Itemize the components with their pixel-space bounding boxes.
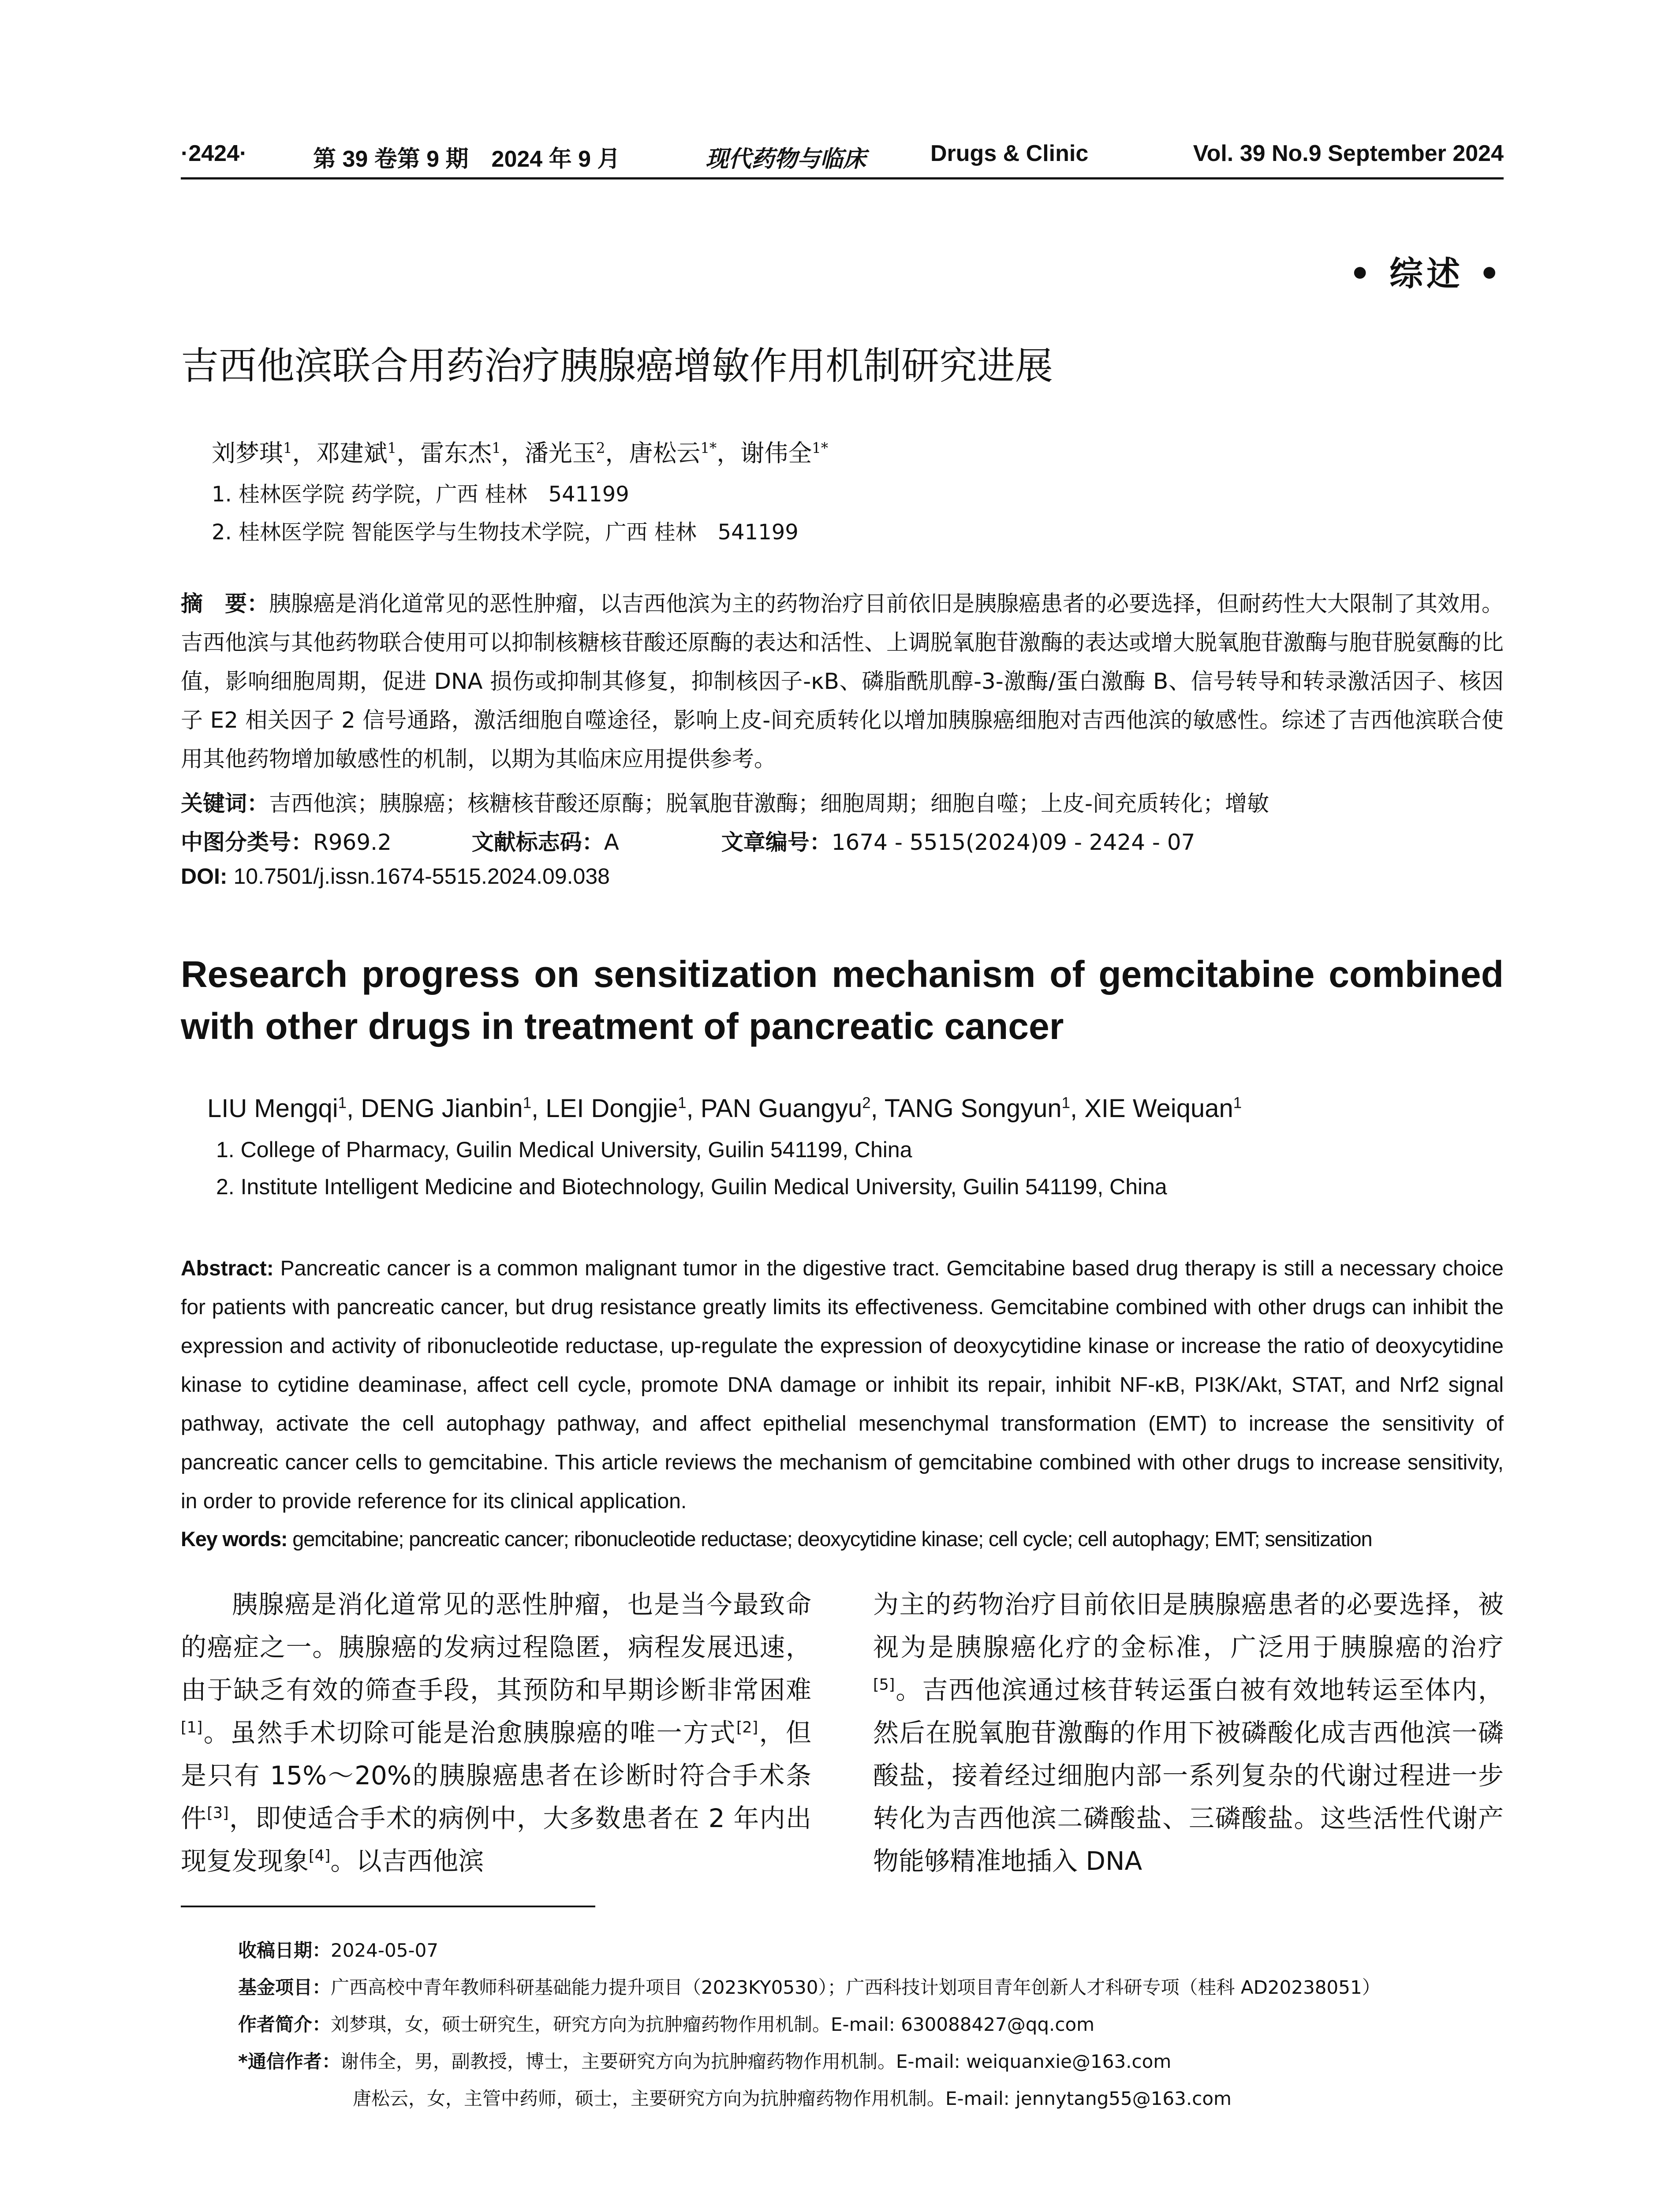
footnote-label: *通信作者：	[238, 2051, 340, 2072]
classification-line	[181, 825, 1195, 856]
footnote-line	[238, 2010, 1094, 2037]
author-en-affiliation-mark: 1	[678, 1094, 687, 1112]
body-text: 。吉西他滨通过核苷转运蛋白被有效地转运至体内，然后在脱氧胞苷激酶的作用下被磷酸化成吉西他滨一磷酸盐，接着经过细胞内部一系列复杂的代谢过程进一步转化为吉西他滨二磷酸盐、三磷酸盐。这些活性代谢产物能够精准地插入 DNA	[873, 1675, 1504, 1876]
article-number-label: 文章编号：	[721, 830, 832, 855]
author-list-cn: 刘梦琪$^1$，邓建斌$^1$，雷东杰$^1$，潘光玉$^2$，唐松云$^{1*}$，谢伟全$^{1*}$	[212, 439, 829, 467]
author-list-en: LIU Mengqi$^1$, DENG Jianbin$^1$, LEI Dongjie$^1$, PAN Guangyu$^2$, TANG Songyun$^1$, XIE Weiquan$^1$	[207, 1094, 1242, 1123]
doi-line	[181, 863, 610, 889]
author-cn-affiliation-mark: 2	[596, 440, 605, 456]
author-en-affiliation-mark: 1	[1061, 1094, 1071, 1112]
footnote-text: 2024-05-07	[331, 1940, 439, 1961]
doi-label: DOI:	[181, 864, 228, 889]
footnote-label: 作者简介：	[238, 2014, 331, 2035]
keywords-cn-label: 关键词：	[181, 791, 269, 816]
author-cn-name: 雷东杰	[420, 439, 492, 467]
author-cn-affiliation-mark: 1	[283, 440, 292, 456]
author-en-name: PAN Guangyu	[700, 1094, 862, 1123]
issue-info-en: Vol. 39 No.9 September 2024	[1193, 141, 1504, 166]
issue-info-cn: 第 39 卷第 9 期 2024 年 9 月	[313, 146, 620, 172]
footnote-text: 刘梦琪，女，硕士研究生，研究方向为抗肿瘤药物作用机制。E-mail: 630088427@qq.com	[331, 2014, 1095, 2035]
body-text: ，即使适合手术的病例中，大多数患者在 2 年内出现复发现象	[181, 1803, 811, 1876]
keywords-cn	[181, 786, 1269, 818]
body-text: 。以吉西他滨	[330, 1846, 484, 1876]
author-en-affiliation-mark: 2	[862, 1094, 871, 1112]
citation-ref[interactable]: [4]	[309, 1847, 331, 1865]
affiliation-en-2: 2. Institute Intelligent Medicine and Biotechnology, Guilin Medical University, Guilin 541199, China	[216, 1174, 1167, 1199]
abstract-en	[181, 1249, 1504, 1521]
author-cn-name: 刘梦琪	[212, 439, 283, 467]
clc-label: 中图分类号：	[181, 830, 313, 855]
footnote-text: 谢伟全，男，副教授，博士，主要研究方向为抗肿瘤药物作用机制。E-mail: weiquanxie@163.com	[340, 2051, 1172, 2072]
author-cn-affiliation-mark: 1	[492, 440, 501, 456]
author-en-name: LIU Mengqi	[207, 1094, 338, 1123]
footnote-label: 收稿日期：	[238, 1940, 331, 1961]
citation-ref[interactable]: [1]	[181, 1719, 203, 1737]
running-header	[181, 140, 1504, 176]
citation-ref[interactable]: [2]	[736, 1719, 758, 1737]
journal-name-cn: 现代药物与临床	[706, 146, 866, 172]
author-cn-name: 谢伟全	[740, 439, 812, 467]
affiliation-en-1: 1. College of Pharmacy, Guilin Medical University, Guilin 541199, China	[216, 1137, 912, 1162]
abstract-cn-text: 胰腺癌是消化道常见的恶性肿瘤，以吉西他滨为主的药物治疗目前依旧是胰腺癌患者的必要选择，但耐药性大大限制了其效用。吉西他滨与其他药物联合使用可以抑制核糖核苷酸还原酶的表达和活性、上调脱氧胞苷激酶的表达或增大脱氧胞苷激酶与胞苷脱氨酶的比值，影响细胞周期，促进 DNA 损伤或抑制其修复，抑制核因子-κB、磷脂酰肌醇-3-激酶/蛋白激酶 B、信号转导和转录激活因子、核因子 E2 相关因子 2 信号通路，激活细胞自噬途径，影响上皮-间充质转化以增加胰腺癌细胞对吉西他滨的敏感性。综述了吉西他滨联合使用其他药物增加敏感性的机制，以期为其临床应用提供参考。	[181, 591, 1504, 772]
affiliation-cn-2: 2. 桂林医学院 智能医学与生物技术学院，广西 桂林 541199	[212, 520, 799, 545]
header-rule	[181, 177, 1504, 179]
keywords-en	[181, 1527, 1372, 1551]
author-en-name: TANG Songyun	[884, 1094, 1062, 1123]
author-cn-name: 唐松云	[629, 439, 701, 467]
doc-code-label: 文献标志码：	[471, 830, 604, 855]
author-en-affiliation-mark: 1	[523, 1094, 532, 1112]
footnote-text: 唐松云，女，主管中药师，硕士，主要研究方向为抗肿瘤药物作用机制。E-mail: jennytang55@163.com	[353, 2088, 1232, 2109]
body-text: 为主的药物治疗目前依旧是胰腺癌患者的必要选择，被视为是胰腺癌化疗的金标准，广泛用于胰腺癌的治疗	[873, 1589, 1504, 1662]
author-cn-affiliation-mark: 1	[387, 440, 397, 456]
article-number-value: 1674 - 5515(2024)09 - 2424 - 07	[831, 830, 1195, 855]
footnote-line	[238, 1936, 438, 1962]
citation-ref[interactable]: [3]	[207, 1804, 229, 1822]
affiliation-cn-1: 1. 桂林医学院 药学院，广西 桂林 541199	[212, 482, 629, 507]
footnote-text: 广西高校中青年教师科研基础能力提升项目（2023KY0530）；广西科技计划项目青年创新人才科研专项（桂科 AD20238051）	[331, 1977, 1381, 1998]
section-tag: • 综述 •	[1349, 254, 1504, 293]
article-title-cn: 吉西他滨联合用药治疗胰腺癌增敏作用机制研究进展	[181, 344, 1053, 388]
author-cn-affiliation-mark: 1*	[812, 440, 829, 456]
abstract-en-label: Abstract:	[181, 1257, 274, 1280]
page-number: ·2424·	[181, 141, 247, 166]
author-cn-name: 邓建斌	[316, 439, 388, 467]
abstract-cn-label: 摘 要：	[181, 591, 269, 617]
keywords-en-label: Key words:	[181, 1527, 287, 1551]
citation-ref[interactable]: [5]	[873, 1676, 895, 1694]
keywords-en-text: gemcitabine; pancreatic cancer; ribonucleotide reductase; deoxycytidine kinase; cell cycle; cell autophagy; EMT; sensitization	[292, 1527, 1372, 1551]
abstract-en-text: Pancreatic cancer is a common malignant tumor in the digestive tract. Gemcitabine based drug therapy is still a necessary choice for patients with pancreatic cancer, but drug resistance greatly limits its effectiveness. Gemcitabine combined with other drugs can inhibit the expression and activity of ribonucleotide reductase, up-regulate the expression of deoxycytidine kinase or increase the ratio of deoxycytidine kinase to cytidine deaminase, affect cell cycle, promote DNA damage or inhibit its repair, inhibit NF-κB, PI3K/Akt, STAT, and Nrf2 signal pathway, activate the cell autophagy pathway, and affect epithelial mesenchymal transformation (EMT) to increase the sensitivity of pancreatic cancer cells to gemcitabine. This article reviews the mechanism of gemcitabine combined with other drugs to increase sensitivity, in order to provide reference for its clinical application.	[181, 1257, 1504, 1513]
abstract-cn	[181, 584, 1504, 778]
footnote-rule	[181, 1906, 595, 1907]
author-en-affiliation-mark: 1	[1233, 1094, 1242, 1112]
clc-value: R969.2	[313, 830, 392, 855]
footnote-line	[238, 2047, 1171, 2074]
body-text: 。虽然手术切除可能是治愈胰腺癌的唯一方式	[202, 1718, 736, 1748]
author-en-name: XIE Weiquan	[1084, 1094, 1233, 1123]
author-en-name: LEI Dongjie	[545, 1094, 678, 1123]
article-title-en: Research progress on sensitization mechanism of gemcitabine combined with other drugs in treatment of pancreatic cancer	[181, 953, 1504, 1047]
author-cn-name: 潘光玉	[524, 439, 596, 467]
body-text: ，但是只有 15%～20%的胰腺癌患者在诊断时符合手术条件	[181, 1718, 811, 1833]
doi-value[interactable]: 10.7501/j.issn.1674-5515.2024.09.038	[233, 864, 610, 889]
author-en-name: DENG Jianbin	[361, 1094, 523, 1123]
body-text: 胰腺癌是消化道常见的恶性肿瘤，也是当今最致命的癌症之一。胰腺癌的发病过程隐匿，病程发展迅速，由于缺乏有效的筛查手段，其预防和早期诊断非常困难	[181, 1589, 811, 1705]
footnote-label: 基金项目：	[238, 1977, 331, 1998]
author-cn-affiliation-mark: 1*	[700, 440, 717, 456]
body-column-left	[181, 1583, 811, 1883]
author-en-affiliation-mark: 1	[338, 1094, 347, 1112]
journal-name-en: Drugs & Clinic	[930, 141, 1089, 166]
keywords-cn-text: 吉西他滨；胰腺癌；核糖核苷酸还原酶；脱氧胞苷激酶；细胞周期；细胞自噬；上皮-间充质转化；增敏	[269, 791, 1269, 816]
footnote-line	[238, 1973, 1381, 1999]
footnote-line	[353, 2084, 1232, 2111]
body-column-right	[873, 1583, 1504, 1883]
doc-code-value: A	[604, 830, 619, 855]
